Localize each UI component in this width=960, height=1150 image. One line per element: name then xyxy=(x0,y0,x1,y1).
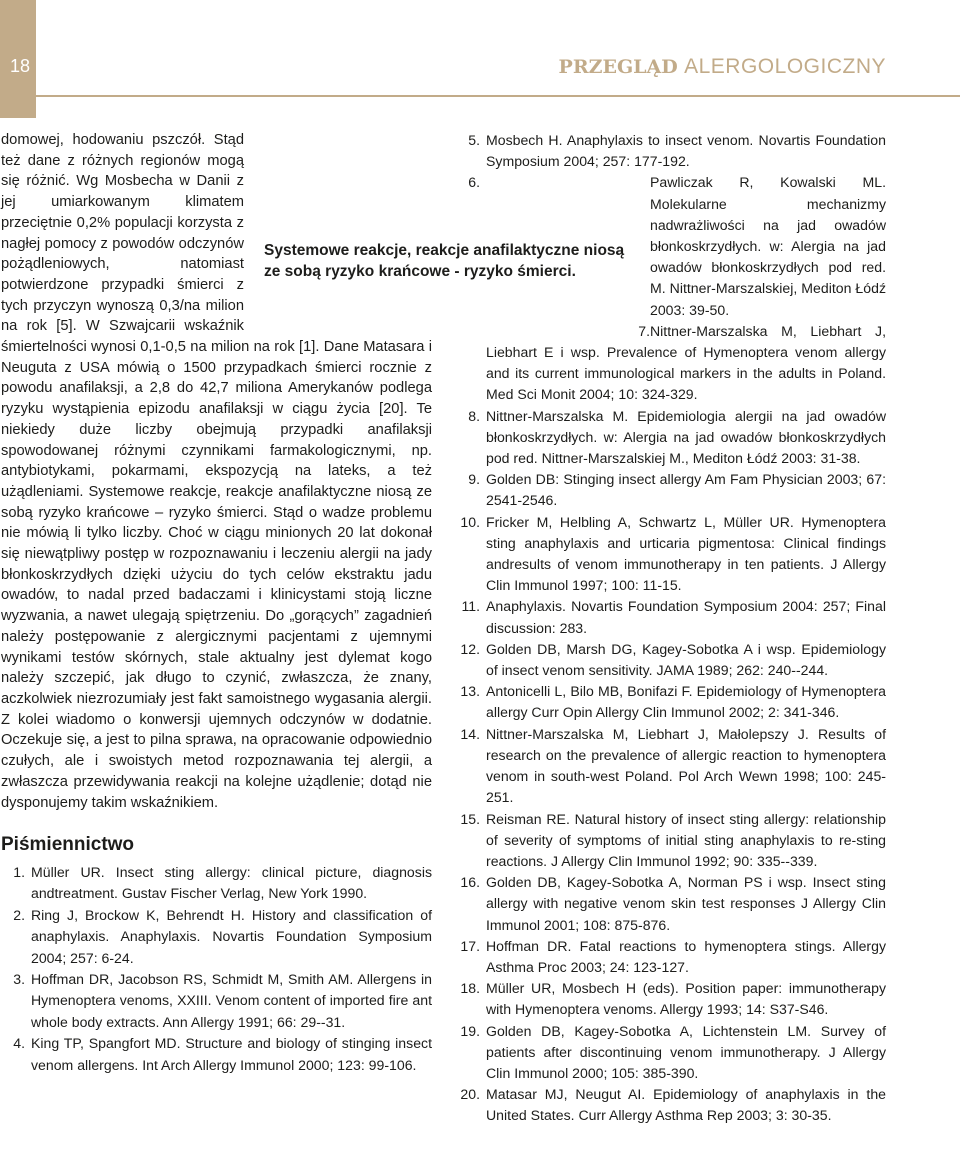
reference-number: 18. xyxy=(460,980,480,997)
reference-text: Golden DB, Kagey-Sobotka A, Norman PS i wsp. Insect sting allergy with negative venom skin test responses J Allergy Clin Immunol 2001; 108: 875-876. xyxy=(486,874,886,933)
reference-text: Golden DB, Kagey-Sobotka A, Lichtenstein LM. Survey of patients after discontinuing venom immunotherapy. J Allergy Clin Immunol 2000; 105: 385-390. xyxy=(486,1022,886,1081)
reference-item xyxy=(456,872,886,936)
reference-item xyxy=(1,905,432,969)
reference-text: Hoffman DR. Fatal reactions to hymenoptera stings. Allergy Asthma Proc 2003; 24: 123-127. xyxy=(486,937,886,975)
reference-text: Hoffman DR, Jacobson RS, Schmidt M, Smith AM. Allergens in Hymenoptera venoms, XXIII. Venom content of imported fire ant whole body extracts. Ann Allergy 1991; 66: 29--31. xyxy=(31,970,432,1030)
reference-item xyxy=(456,809,886,873)
reference-text: Ring J, Brockow K, Behrendt H. History and classification of anaphylaxis. Anaphylaxis. Novartis Foundation Symposium 2004; 257: 6-24. xyxy=(31,906,432,966)
reference-number: 17. xyxy=(460,937,480,954)
reference-number: 9. xyxy=(468,471,480,488)
reference-item xyxy=(1,969,432,1033)
reference-item xyxy=(456,406,886,470)
reference-text: Nittner-Marszalska M. Epidemiologia alergii na jad owadów błonkoskrzydłych. w: Alergia na jad owadów błonkoskrzydłych pod red. Nittner-Marszalskiej M., Mediton Łódź 2003: 31-38. xyxy=(486,407,886,467)
reference-number: 12. xyxy=(460,640,480,657)
reference-item xyxy=(456,1021,886,1085)
reference-item xyxy=(456,978,886,1020)
header-rule xyxy=(36,95,960,97)
references-heading: Piśmiennictwo xyxy=(1,834,135,856)
reference-number: 1. xyxy=(13,863,25,880)
journal-title-word2: ALERGOLOGICZNY xyxy=(684,55,886,78)
reference-item xyxy=(456,512,886,597)
reference-number: 20. xyxy=(460,1086,480,1103)
pull-quote: Systemowe reakcje, reakcje anafilaktyczne niosą ze sobą ryzyko krańcowe - ryzyko śmierci. xyxy=(264,242,625,280)
reference-number: 5. xyxy=(468,132,480,148)
page-number: 18 xyxy=(9,56,31,76)
reference-text: Matasar MJ, Neugut AI. Epidemiology of anaphylaxis in the United States. Curr Allergy Asthma Rep 2003; 3: 30-35. xyxy=(486,1086,886,1124)
pull-quote-gap xyxy=(456,236,650,328)
reference-text: Mosbech H. Anaphylaxis to insect venom. Novartis Foundation Symposium 2004; 257: 177-192. xyxy=(486,132,886,170)
reference-number: 10. xyxy=(460,513,480,530)
reference-item xyxy=(456,172,886,320)
reference-number: 3. xyxy=(13,970,25,987)
reference-item xyxy=(1,862,432,905)
reference-item xyxy=(1,1033,432,1076)
reference-number: 19. xyxy=(460,1022,480,1039)
reference-number: 13. xyxy=(460,683,480,700)
reference-text: Golden DB, Marsh DG, Kagey-Sobotka A i wsp. Epidemiology of insect venom sensitivity. JAMA 1989; 262: 240--244. xyxy=(486,640,886,679)
reference-text: Müller UR, Mosbech H (eds). Position paper: immunotherapy with Hymenoptera venoms. Allergy 1993; 14: S37-S46. xyxy=(486,980,886,1018)
reference-number: 8. xyxy=(468,407,480,424)
reference-item xyxy=(456,596,886,638)
journal-title-word1: PRZEGLĄD xyxy=(558,56,678,78)
reference-item xyxy=(456,681,886,723)
reference-number: 16. xyxy=(460,874,480,891)
reference-item xyxy=(456,469,886,511)
reference-item xyxy=(456,639,886,681)
reference-text: Antonicelli L, Bilo MB, Bonifazi F. Epidemiology of Hymenoptera allergy Curr Opin Allergy Clin Immunol 2002; 2: 341-346. xyxy=(486,683,886,721)
page-number-tab xyxy=(0,0,36,118)
reference-item xyxy=(456,321,886,406)
reference-number: 4. xyxy=(13,1035,25,1052)
journal-title xyxy=(559,55,886,79)
reference-number: 15. xyxy=(460,810,480,827)
references-list-right xyxy=(456,130,886,1127)
reference-item xyxy=(456,936,886,978)
reference-item xyxy=(456,724,886,809)
reference-text: Reisman RE. Natural history of insect sting allergy: relationship of severity of symptoms of initial sting anaphylaxis to re-sting reactions. J Allergy Clin Immunol 1992; 90: 335--339. xyxy=(486,810,886,869)
reference-text: Müller UR. Insect sting allergy: clinical picture, diagnosis andtreatment. Gustav Fischer Verlag, New York 1990. xyxy=(31,863,432,902)
reference-text: Anaphylaxis. Novartis Foundation Symposium 2004: 257; Final discussion: 283. xyxy=(486,598,886,636)
reference-text: Pawliczak R, Kowalski ML. Molekularne mechanizmy nadwrażliwości na jad owadów błonkoskrzydłych. w: Alergia na jad owadów błonkoskrzydłych pod red. M. Nittner-Marszalskiej, Mediton Łódź 2003: 39-50. xyxy=(650,174,886,318)
references-list-left xyxy=(1,862,432,1076)
reference-text: Nittner-Marszalska M, Liebhart J, Liebhart E i wsp. Prevalence of Hymenoptera venom allergy and its current immunological markers in the adults in Poland. Med Sci Monit 2004; 10: 324-329. xyxy=(486,322,886,403)
reference-number: 2. xyxy=(13,906,25,923)
reference-item xyxy=(456,130,886,172)
right-column xyxy=(456,130,886,1127)
reference-number: 14. xyxy=(460,725,480,742)
body-paragraph: domowej, hodowaniu pszczół. Stąd też dane z różnych regionów mogą się różnić. Wg Mosbecha w Danii z jej umiarkowanym klimatem przeciętnie 0,2% populacji korzysta z nagłej pomocy z powodów odczynów pożądleniowych, natomiast potwierdzone przypadki śmierci z tych przyczyn wynoszą 0,3/na milion na rok [5]. W Szwajcarii wskaźnik śmiertelności wynosi 0,1-0,5 na milion na rok [1]. Dane Matasara i Neuguta z USA mówią o 1500 przypadkach śmierci rocznie z powodu anafilaksji, a 2,8 do 42,7 miliona Amerykanów podlega ryzyku wystąpienia epizodu anafilaksji w ciągu życia [20]. Te niekiedy duże liczby obejmują przypadki anafilaksji spowodowanej różnymi czynnikami farmakologicznymi, np. antybiotykami, pokarmami, ekspozycją na lateks, a też użądleniami. Systemowe reakcje, reakcje anafilaktyczne niosą ze sobą ryzyko krańcowe – ryzyko śmierci. Stąd o wadze problemu nie mówią li tylko liczby. Choć w ciągu minionych 20 lat dokonał się niewątpliwy postęp w rozpoznawaniu i leczeniu alergii na jady błonkoskrzydłych dzięki użyciu do tych celów ekstraktu jadu owadów, to nadal przed badaczami i klinicystami stoją liczne wyzwania, a nawet ulegają spiętrzeniu. Do „gorących” zagadnień należy postępowanie z alergicznymi pacjentami z ujemnymi wynikami testów skórnych, stale aktualny jest dylemat kogo należy szczepić, jak długo to czynić, zwłaszcza, że znany, aczkolwiek niezrozumiały jest fakt samoistnego wygasania alergii. Z kolei wiadomo o konwersji ujemnych odczynów w dodatnie. Oczekuje się, a jest to pilna sprawa, na opracowanie odpowiednio czułych, ale i swoistych metod rozpoznawania tej alergii, a zwłaszcza przewidywania reakcji na kolejne użądlenie; dotąd nie dysponujemy takim wskaźnikiem. xyxy=(1,132,432,811)
reference-number: 7. xyxy=(638,322,650,339)
reference-item xyxy=(456,1084,886,1126)
reference-text: Nittner-Marszalska M, Liebhart J, Małolepszy J. Results of research on the prevalence of allergic reaction to hymenoptera venom in south-west Poland. Pol Arch Wewn 1998; 100: 245-251. xyxy=(486,725,886,806)
reference-number: 11. xyxy=(461,598,480,615)
reference-text: Fricker M, Helbling A, Schwartz L, Müller UR. Hymenoptera sting anaphylaxis and urticaria pigmentosa: Clinical findings andresults of venom immunotherapy in ten patients. J Allergy Clin Immunol 1997; 100: 11-15. xyxy=(486,513,886,594)
reference-text: King TP, Spangfort MD. Structure and biology of stinging insect venom allergens. Int Arch Allergy Immunol 2000; 123: 99-106. xyxy=(31,1035,432,1073)
reference-text: Golden DB: Stinging insect allergy Am Fam Physician 2003; 67: 2541-2546. xyxy=(486,471,886,509)
reference-number: 6. xyxy=(468,174,480,191)
